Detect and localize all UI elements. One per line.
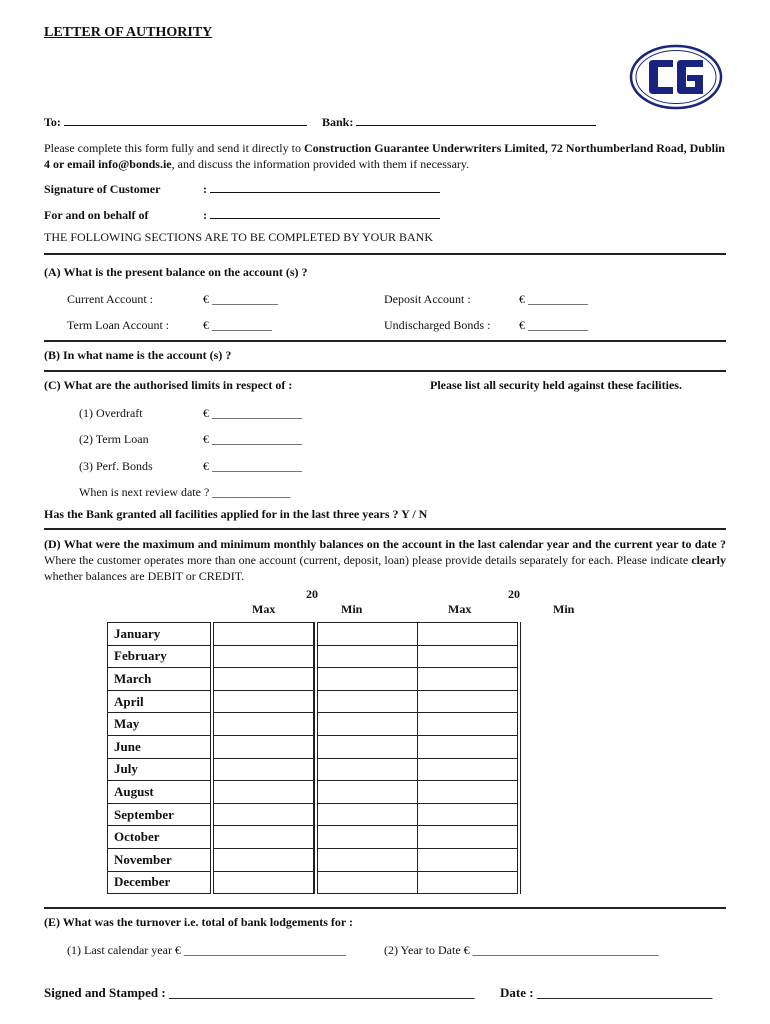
max-1-header: Max [252,602,276,616]
section-d-heading-bold: (D) What were the maximum and minimum monthly balances on the account in the last calendar year and the current year to date ? [44,537,726,551]
instructions-company: Construction Guarantee Underwriters Limited, 72 Northumberland Road, Dublin 4 or email info@bonds.ie [44,141,725,171]
section-c-heading: (C) What are the authorised limits in respect of : [44,378,293,392]
behalf-label: For and on behalf of [44,208,149,222]
divider [44,340,726,342]
bank-notice: THE FOLLOWING SECTIONS ARE TO BE COMPLETED BY YOUR BANK [44,230,434,244]
signature-line [210,192,440,193]
instructions [44,140,726,172]
divider [44,528,726,530]
table-row [108,690,520,713]
overdraft-value[interactable]: € _______________ [203,406,302,420]
behalf-line [210,218,440,219]
current-account-label: Current Account : [67,292,153,306]
min-2-cell[interactable] [418,645,520,668]
month-label: June [108,735,213,758]
month-label: December [108,871,213,894]
security-note: Please list all security held against these facilities. [430,378,682,392]
min-2-cell[interactable] [418,803,520,826]
term-loan-account-label: Term Loan Account : [67,318,170,332]
bank-label: Bank: [322,115,354,129]
to-label: To: [44,115,61,129]
section-d-clearly: clearly [691,553,726,567]
section-b-heading: (B) In what name is the account (s) ? [44,348,232,362]
month-label: April [108,690,213,713]
to-field[interactable] [44,115,307,130]
max-2-cell[interactable] [316,871,418,894]
max-2-header: Max [448,602,472,616]
max-2-cell[interactable] [316,758,418,781]
behalf-colon: : [203,208,207,222]
facilities-granted[interactable]: Has the Bank granted all facilities applied for in the last three years ? Y / N [44,507,428,521]
table-row [108,623,520,646]
max-1-cell[interactable] [212,623,314,646]
last-year-turnover[interactable]: (1) Last calendar year € ___________________________ [67,943,346,957]
min-1-header: Min [341,602,363,616]
min-2-cell[interactable] [418,690,520,713]
max-1-cell[interactable] [212,848,314,871]
perf-bonds-value[interactable]: € _______________ [203,459,302,473]
min-2-cell[interactable] [418,713,520,736]
table-row [108,803,520,826]
min-2-cell[interactable] [418,871,520,894]
month-label: September [108,803,213,826]
month-label: August [108,781,213,804]
max-2-cell[interactable] [316,735,418,758]
max-1-cell[interactable] [212,781,314,804]
max-2-cell[interactable] [316,645,418,668]
month-label: March [108,668,213,691]
signature-field[interactable] [203,182,440,197]
behalf-field[interactable] [203,208,440,223]
year-to-date-turnover[interactable]: (2) Year to Date € _______________________________ [384,943,659,957]
to-line [64,125,307,126]
perf-bonds-label: (3) Perf. Bonds [79,459,153,473]
max-1-cell[interactable] [212,758,314,781]
section-d-heading-rest: Where the customer operates more than one account (current, deposit, loan) please provide details separately for each. Please indicate [44,553,692,567]
max-2-cell[interactable] [316,690,418,713]
section-a-heading: (A) What is the present balance on the account (s) ? [44,265,308,279]
max-1-cell[interactable] [212,690,314,713]
deposit-account-label: Deposit Account : [384,292,471,306]
max-2-cell[interactable] [316,848,418,871]
current-account-value[interactable]: € ___________ [203,292,278,306]
divider [44,907,726,909]
max-1-cell[interactable] [212,713,314,736]
month-label: January [108,623,213,646]
table-row [108,826,520,849]
max-1-cell[interactable] [212,668,314,691]
instructions-suffix: , and discuss the information provided with them if necessary. [171,157,470,171]
table-row [108,781,520,804]
signed-stamped[interactable]: Signed and Stamped : _______________________________________________ [44,985,475,1000]
cg-logo [629,44,723,114]
max-1-cell[interactable] [212,826,314,849]
min-2-cell[interactable] [418,758,520,781]
page-title: LETTER OF AUTHORITY [44,25,213,40]
divider [44,370,726,372]
review-date[interactable]: When is next review date ? _____________ [79,485,291,499]
date-field[interactable]: Date : ___________________________ [500,985,713,1000]
month-label: October [108,826,213,849]
overdraft-label: (1) Overdraft [79,406,143,420]
term-loan-account-value[interactable]: € __________ [203,318,272,332]
signature-colon: : [203,182,207,196]
table-row [108,668,520,691]
max-2-cell[interactable] [316,781,418,804]
max-2-cell[interactable] [316,803,418,826]
min-2-cell[interactable] [418,826,520,849]
min-2-header: Min [553,602,575,616]
section-e-heading: (E) What was the turnover i.e. total of bank lodgements for : [44,915,353,929]
section-d-heading [44,536,726,584]
undischarged-bonds-label: Undischarged Bonds : [384,318,491,332]
min-2-cell[interactable] [418,668,520,691]
signature-label: Signature of Customer [44,182,161,196]
max-1-cell[interactable] [212,871,314,894]
bank-field[interactable] [322,115,596,130]
monthly-balances-body [108,623,520,894]
month-label: February [108,645,213,668]
bank-line [356,125,596,126]
divider [44,253,726,255]
max-1-cell[interactable] [212,645,314,668]
max-1-cell[interactable] [212,735,314,758]
deposit-account-value[interactable]: € __________ [519,292,588,306]
instructions-prefix: Please complete this form fully and send it directly to [44,141,304,155]
table-row [108,848,520,871]
table-row [108,758,520,781]
year-1-label: 20 [306,587,318,601]
month-label: May [108,713,213,736]
table-row [108,871,520,894]
min-2-cell[interactable] [418,623,520,646]
term-loan-value[interactable]: € _______________ [203,432,302,446]
max-2-cell[interactable] [316,668,418,691]
max-2-cell[interactable] [316,623,418,646]
max-2-cell[interactable] [316,826,418,849]
monthly-balances-table [107,622,521,894]
month-label: July [108,758,213,781]
year-2-label: 20 [508,587,520,601]
table-row [108,713,520,736]
undischarged-bonds-value[interactable]: € __________ [519,318,588,332]
table-row [108,735,520,758]
max-1-cell[interactable] [212,803,314,826]
term-loan-label: (2) Term Loan [79,432,149,446]
max-2-cell[interactable] [316,713,418,736]
section-d-heading-end: whether balances are DEBIT or CREDIT. [44,569,245,583]
month-label: November [108,848,213,871]
min-2-cell[interactable] [418,735,520,758]
min-2-cell[interactable] [418,848,520,871]
min-2-cell[interactable] [418,781,520,804]
table-row [108,645,520,668]
